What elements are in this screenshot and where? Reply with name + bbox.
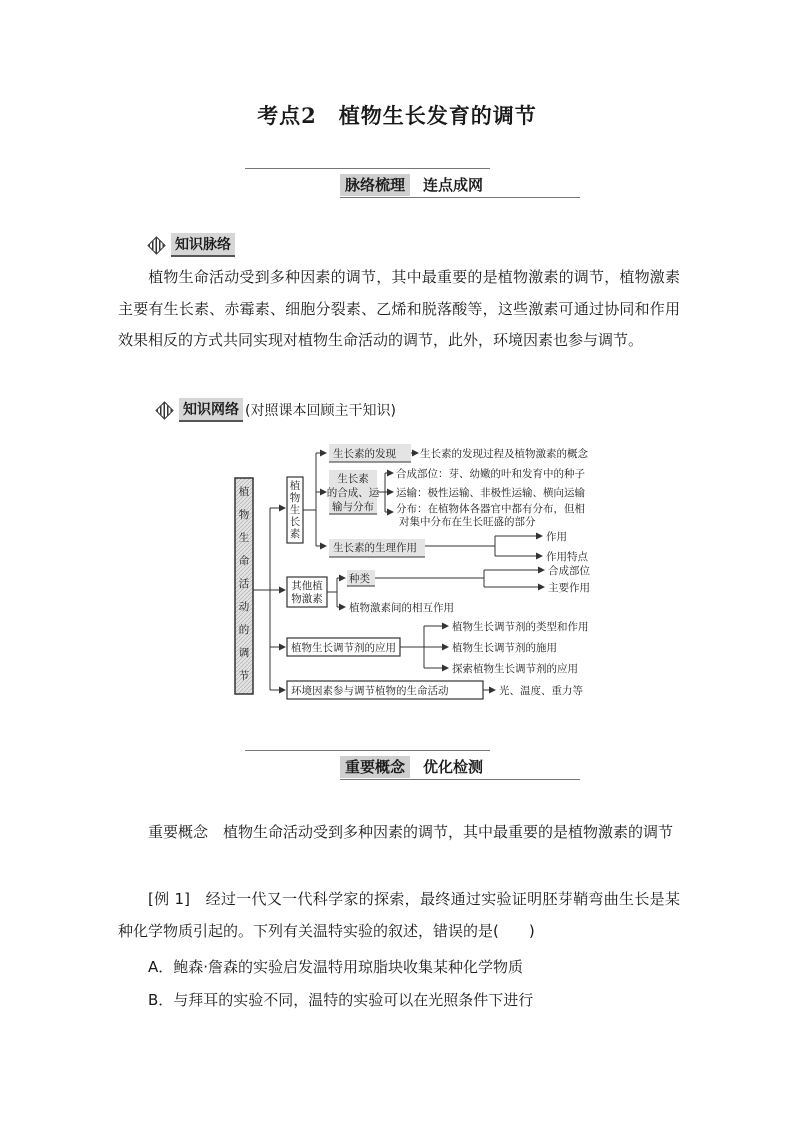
banner-boxed-label: 脉络梳理: [340, 174, 410, 196]
diagram-node-synthesis-site: 合成部位：芽、幼嫩的叶和发育中的种子: [396, 468, 585, 480]
diagram-line: 生长素: [337, 473, 369, 485]
diagram-node-distribution-1: 分布：在植物体各器官中都有分布，但相: [396, 503, 585, 515]
option-a: [118, 952, 680, 982]
concept-label: 重要概念: [148, 823, 209, 841]
diagram-node-transport: 运输：极性运输、非极性运输、横向运输: [396, 487, 585, 499]
diagram-char: 长: [289, 516, 301, 528]
diagram-node-physiology-item: 作用特点: [546, 551, 588, 563]
section-label: 知识网络: [179, 398, 243, 422]
paragraph-text: 植物生命活动受到多种因素的调节，其中最重要的是植物激素的调节，植物激素主要有生长素、赤霉素、细胞分裂素、乙烯和脱落酸等，这些激素可通过协同和作用效果相反的方式共同实现对植物生命活动的调节，此外，环境因素也参与调节。: [118, 268, 680, 349]
banner-boxed-label: 重要概念: [340, 756, 410, 778]
example-stem: 经过一代又一代科学家的探索，最终通过实验证明胚芽鞘弯曲生长是某种化学物质引起的。下列有关温特实验的叙述，错误的是( ): [118, 890, 680, 940]
section-note: (对照课本回顾主干知识): [245, 403, 396, 419]
section-banner-check: [245, 750, 580, 780]
diagram-char: 的: [238, 624, 250, 636]
diagram-node-discovery: 生长素的发现: [333, 448, 396, 460]
option-text: A．鲍森·詹森的实验启发温特用琼脂块收集某种化学物质: [148, 958, 524, 976]
diagram-node-environment-detail: 光、温度、重力等: [499, 685, 583, 697]
diagram-node-kinds-item: 主要作用: [548, 582, 590, 594]
concept-text: 植物生命活动受到多种因素的调节，其中最重要的是植物激素的调节: [223, 823, 674, 841]
diagram-char: 动: [238, 601, 250, 613]
diagram-node-regulator-item: 植物生长调节剂的类型和作用: [452, 621, 589, 633]
diagram-node-physiology-item: 作用: [546, 531, 567, 543]
important-concept: [118, 817, 680, 849]
diagram-node-kinds: 种类: [349, 573, 370, 585]
diagram-node-other-hormones: [291, 579, 323, 605]
option-b: [118, 985, 680, 1015]
diagram-line: 其他植: [291, 580, 323, 592]
diagram-node-kinds-item: 合成部位: [548, 565, 590, 577]
diagram-node-regulator-item: 植物生长调节剂的施用: [452, 642, 557, 654]
diagram-char: 植: [238, 486, 250, 498]
diagram-char: 生: [238, 532, 250, 544]
diagram-char: 物: [289, 492, 301, 504]
diagram-node-distribution-2: 对集中分布在生长旺盛的部分: [399, 516, 536, 528]
page-title: 考点2 植物生长发育的调节: [257, 103, 537, 128]
diagram-node-physiology: 生长素的生理作用: [333, 542, 417, 554]
option-text: B．与拜耳的实验不同，温特的实验可以在光照条件下进行: [148, 991, 534, 1009]
example-question: [118, 884, 680, 947]
diagram-char: 物: [238, 509, 250, 521]
diagram-char: 植: [289, 480, 301, 492]
diagram-node-environment: 环境因素参与调节植物的生命活动: [291, 685, 449, 697]
diagram-char: 生: [289, 504, 301, 516]
diagram-node-discovery-detail: 生长素的发现过程及植物激素的概念: [420, 448, 588, 460]
diagram-node-interaction: 植物激素间的相互作用: [349, 602, 454, 614]
diagram-char: 命: [238, 555, 250, 567]
diagram-line: 输与分布: [332, 501, 374, 513]
diagram-char: 调: [238, 647, 250, 659]
banner-label: 优化检测: [423, 758, 484, 776]
diagram-char: 活: [238, 578, 250, 590]
diagram-char: 节: [238, 670, 250, 682]
example-tag: [例 1]: [148, 890, 190, 908]
diagram-auxin-label: [290, 479, 301, 540]
diagram-node-regulator: 植物生长调节剂的应用: [291, 642, 396, 654]
diagram-char: 素: [289, 528, 301, 540]
diagram-node-regulator-item: 探索植物生长调节剂的应用: [452, 663, 578, 675]
section-label: 知识脉络: [171, 233, 235, 257]
diagram-line: 物激素: [291, 593, 323, 605]
diagram-line: 的合成、运: [326, 487, 380, 499]
diagram-root-label: [239, 485, 250, 682]
banner-label: 连点成网: [423, 176, 484, 194]
